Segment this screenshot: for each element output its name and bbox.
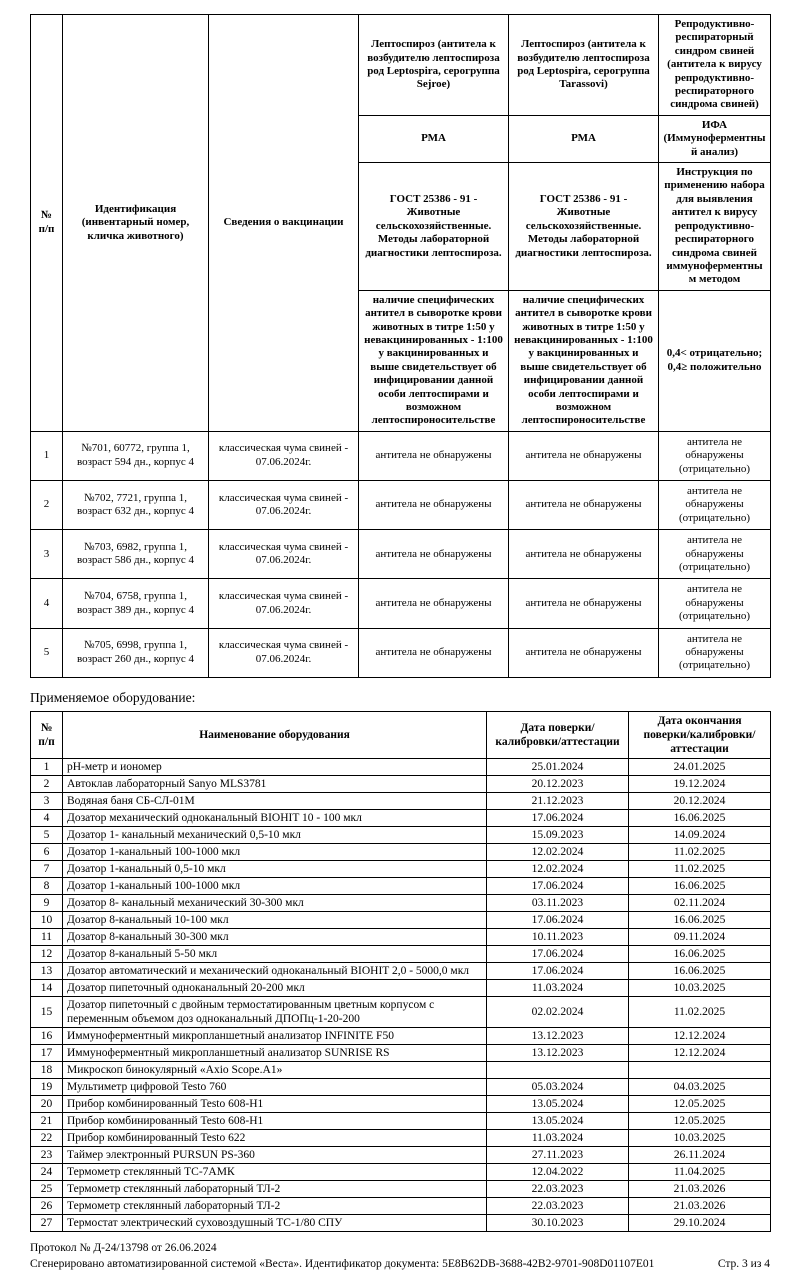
equipment-row xyxy=(31,1045,771,1062)
equipment-name: Прибор комбинированный Testo 608-H1 xyxy=(63,1096,487,1113)
equipment-row xyxy=(31,861,771,878)
test-interpretation-leptospirosis-sejroe: наличие специфических антител в сыворотке крови животных в титре 1:50 у невакцинированных - 1:100 у вакцинированных и выше свидетельствует об инфицировании данной особи лептоспирами и возможном лептоспироносительстве xyxy=(359,290,509,431)
calibration-date: 22.03.2023 xyxy=(487,1198,629,1215)
equipment-row xyxy=(31,963,771,980)
animal-identification: №704, 6758, группа 1, возраст 389 дн., корпус 4 xyxy=(63,579,209,628)
animal-identification: №705, 6998, группа 1, возраст 260 дн., корпус 4 xyxy=(63,628,209,677)
calibration-expiry-date: 26.11.2024 xyxy=(629,1147,771,1164)
equipment-name: Иммуноферментный микропланшетный анализатор INFINITE F50 xyxy=(63,1028,487,1045)
test-interpretation-leptospirosis-tarassovi: наличие специфических антител в сыворотке крови животных в титре 1:50 у невакцинированных - 1:100 у вакцинированных и выше свидетельствует об инфицировании данной особи лептоспирами и возможном лептоспироносительстве xyxy=(509,290,659,431)
page-number: Стр. 3 из 4 xyxy=(717,1258,770,1271)
calibration-expiry-date: 16.06.2025 xyxy=(629,878,771,895)
equip-col-header-name: Наименование оборудования xyxy=(63,711,487,758)
row-number: 20 xyxy=(31,1096,63,1113)
row-number: 15 xyxy=(31,997,63,1028)
row-number: 12 xyxy=(31,946,63,963)
row-number: 23 xyxy=(31,1147,63,1164)
equipment-row xyxy=(31,912,771,929)
row-number: 25 xyxy=(31,1181,63,1198)
calibration-expiry-date: 21.03.2026 xyxy=(629,1181,771,1198)
equip-col-header-expiry-date: Дата окончания поверки/калибровки/аттестации xyxy=(629,711,771,758)
calibration-expiry-date: 24.01.2025 xyxy=(629,758,771,775)
row-number: 6 xyxy=(31,844,63,861)
calibration-date: 17.06.2024 xyxy=(487,809,629,826)
calibration-expiry-date: 02.11.2024 xyxy=(629,895,771,912)
equipment-row xyxy=(31,1096,771,1113)
test-normdoc-leptospirosis-sejroe: ГОСТ 25386 - 91 - Животные сельскохозяйственные. Методы лабораторной диагностики лептоспироза. xyxy=(359,163,509,291)
result-leptospirosis-sejroe: антитела не обнаружены xyxy=(359,530,509,579)
calibration-expiry-date: 16.06.2025 xyxy=(629,809,771,826)
calibration-expiry-date xyxy=(629,1062,771,1079)
protocol-number: Протокол № Д-24/13798 от 26.06.2024 xyxy=(30,1242,217,1255)
calibration-date: 22.03.2023 xyxy=(487,1181,629,1198)
row-number: 18 xyxy=(31,1062,63,1079)
calibration-date: 15.09.2023 xyxy=(487,826,629,843)
equipment-row xyxy=(31,1113,771,1130)
row-number: 4 xyxy=(31,579,63,628)
calibration-date: 25.01.2024 xyxy=(487,758,629,775)
calibration-expiry-date: 16.06.2025 xyxy=(629,963,771,980)
calibration-date: 17.06.2024 xyxy=(487,912,629,929)
calibration-date: 13.12.2023 xyxy=(487,1028,629,1045)
row-number: 4 xyxy=(31,809,63,826)
equipment-row xyxy=(31,1215,771,1232)
test-name-leptospirosis-tarassovi: Лептоспироз (антитела к возбудителю лептоспироза род Leptospira, серогруппа Tarassovi) xyxy=(509,15,659,116)
calibration-expiry-date: 11.02.2025 xyxy=(629,997,771,1028)
test-normdoc-prrs: Инструкция по применению набора для выявления антител к вирусу репродуктивно-респираторного синдрома свиней иммуноферментным методом xyxy=(659,163,771,291)
calibration-expiry-date: 04.03.2025 xyxy=(629,1079,771,1096)
result-leptospirosis-sejroe: антитела не обнаружены xyxy=(359,481,509,530)
equipment-row xyxy=(31,878,771,895)
calibration-expiry-date: 12.12.2024 xyxy=(629,1045,771,1062)
equipment-row xyxy=(31,1079,771,1096)
test-name-leptospirosis-sejroe: Лептоспироз (антитела к возбудителю лептоспироза род Leptospira, серогруппа Sejroe) xyxy=(359,15,509,116)
equipment-row xyxy=(31,929,771,946)
calibration-date: 13.12.2023 xyxy=(487,1045,629,1062)
equipment-name: Иммуноферментный микропланшетный анализатор SUNRISE RS xyxy=(63,1045,487,1062)
row-number: 8 xyxy=(31,878,63,895)
equipment-row xyxy=(31,1062,771,1079)
calibration-date: 11.03.2024 xyxy=(487,1130,629,1147)
row-number: 17 xyxy=(31,1045,63,1062)
row-number: 1 xyxy=(31,758,63,775)
equipment-row xyxy=(31,1198,771,1215)
test-method-leptospirosis-tarassovi: РМА xyxy=(509,115,659,162)
calibration-date: 17.06.2024 xyxy=(487,946,629,963)
row-number: 1 xyxy=(31,431,63,480)
row-number: 24 xyxy=(31,1164,63,1181)
calibration-expiry-date: 12.05.2025 xyxy=(629,1096,771,1113)
equipment-table-header xyxy=(31,711,771,758)
equipment-name: Термостат электрический суховоздушный ТС-1/80 СПУ xyxy=(63,1215,487,1232)
calibration-expiry-date: 21.03.2026 xyxy=(629,1198,771,1215)
row-number: 19 xyxy=(31,1079,63,1096)
equipment-name: Дозатор 8-канальный 5-50 мкл xyxy=(63,946,487,963)
calibration-date: 12.04.2022 xyxy=(487,1164,629,1181)
row-number: 2 xyxy=(31,481,63,530)
calibration-expiry-date: 14.09.2024 xyxy=(629,826,771,843)
col-header-num: № п/п xyxy=(31,15,63,432)
calibration-expiry-date: 09.11.2024 xyxy=(629,929,771,946)
equipment-name: Дозатор пипеточный с двойным термостатированным цветным корпусом с переменным объемом доз одноканальный ДПОПц-1-20-200 xyxy=(63,997,487,1028)
row-number: 5 xyxy=(31,628,63,677)
calibration-expiry-date: 11.02.2025 xyxy=(629,861,771,878)
equipment-name: Прибор комбинированный Testo 608-H1 xyxy=(63,1113,487,1130)
calibration-expiry-date: 19.12.2024 xyxy=(629,775,771,792)
results-row xyxy=(31,628,771,677)
calibration-date: 13.05.2024 xyxy=(487,1096,629,1113)
result-prrs: антитела не обнаружены (отрицательно) xyxy=(659,628,771,677)
animal-identification: №701, 60772, группа 1, возраст 594 дн., корпус 4 xyxy=(63,431,209,480)
results-row xyxy=(31,431,771,480)
equipment-name: Дозатор автоматический и механический одноканальный BIOHIT 2,0 - 5000,0 мкл xyxy=(63,963,487,980)
equipment-name: pH-метр и иономер xyxy=(63,758,487,775)
col-header-identification: Идентификация (инвентарный номер, кличка животного) xyxy=(63,15,209,432)
vaccination-info: классическая чума свиней - 07.06.2024г. xyxy=(209,431,359,480)
equipment-row xyxy=(31,980,771,997)
equipment-name: Дозатор 1-канальный 0,5-10 мкл xyxy=(63,861,487,878)
row-number: 3 xyxy=(31,792,63,809)
test-method-prrs: ИФА (Иммуноферментный анализ) xyxy=(659,115,771,162)
equipment-name: Дозатор 1-канальный 100-1000 мкл xyxy=(63,878,487,895)
equipment-name: Термометр стеклянный лабораторный ТЛ-2 xyxy=(63,1181,487,1198)
results-table-body xyxy=(31,431,771,677)
row-number: 21 xyxy=(31,1113,63,1130)
calibration-date: 11.03.2024 xyxy=(487,980,629,997)
equipment-name: Мультиметр цифровой Testo 760 xyxy=(63,1079,487,1096)
equipment-name: Прибор комбинированный Testo 622 xyxy=(63,1130,487,1147)
equipment-table-body xyxy=(31,758,771,1231)
result-prrs: антитела не обнаружены (отрицательно) xyxy=(659,431,771,480)
results-row xyxy=(31,530,771,579)
result-prrs: антитела не обнаружены (отрицательно) xyxy=(659,530,771,579)
row-number: 7 xyxy=(31,861,63,878)
equipment-row xyxy=(31,758,771,775)
test-method-leptospirosis-sejroe: РМА xyxy=(359,115,509,162)
row-number: 16 xyxy=(31,1028,63,1045)
row-number: 22 xyxy=(31,1130,63,1147)
equipment-name: Дозатор 8- канальный механический 30-300 мкл xyxy=(63,895,487,912)
result-leptospirosis-tarassovi: антитела не обнаружены xyxy=(509,431,659,480)
equipment-row xyxy=(31,844,771,861)
vaccination-info: классическая чума свиней - 07.06.2024г. xyxy=(209,530,359,579)
result-leptospirosis-sejroe: антитела не обнаружены xyxy=(359,431,509,480)
results-table xyxy=(30,14,771,678)
equip-col-header-calibration-date: Дата поверки/калибровки/аттестации xyxy=(487,711,629,758)
calibration-expiry-date: 20.12.2024 xyxy=(629,792,771,809)
equipment-section-title: Применяемое оборудование: xyxy=(30,689,196,705)
calibration-expiry-date: 12.12.2024 xyxy=(629,1028,771,1045)
calibration-expiry-date: 16.06.2025 xyxy=(629,912,771,929)
results-row xyxy=(31,481,771,530)
calibration-date: 05.03.2024 xyxy=(487,1079,629,1096)
equip-col-header-num: № п/п xyxy=(31,711,63,758)
results-table-header xyxy=(31,15,771,432)
equipment-row xyxy=(31,826,771,843)
equipment-row xyxy=(31,1028,771,1045)
result-leptospirosis-tarassovi: антитела не обнаружены xyxy=(509,628,659,677)
equipment-row xyxy=(31,946,771,963)
calibration-date: 13.05.2024 xyxy=(487,1113,629,1130)
row-number: 10 xyxy=(31,912,63,929)
row-number: 3 xyxy=(31,530,63,579)
result-prrs: антитела не обнаружены (отрицательно) xyxy=(659,481,771,530)
test-name-prrs: Репродуктивно-респираторный синдром свиней (антитела к вирусу репродуктивно-респираторного синдрома свиней) xyxy=(659,15,771,116)
row-number: 13 xyxy=(31,963,63,980)
calibration-date: 03.11.2023 xyxy=(487,895,629,912)
equipment-row xyxy=(31,775,771,792)
animal-identification: №702, 7721, группа 1, возраст 632 дн., корпус 4 xyxy=(63,481,209,530)
equipment-name: Дозатор 8-канальный 10-100 мкл xyxy=(63,912,487,929)
equipment-row xyxy=(31,1164,771,1181)
equipment-row xyxy=(31,809,771,826)
equipment-row xyxy=(31,997,771,1028)
calibration-expiry-date: 10.03.2025 xyxy=(629,1130,771,1147)
calibration-expiry-date: 10.03.2025 xyxy=(629,980,771,997)
page-footer xyxy=(30,1242,770,1270)
equipment-name: Таймер электронный PURSUN PS-360 xyxy=(63,1147,487,1164)
vaccination-info: классическая чума свиней - 07.06.2024г. xyxy=(209,481,359,530)
equipment-table xyxy=(30,711,771,1232)
equipment-name: Дозатор пипеточный одноканальный 20-200 мкл xyxy=(63,980,487,997)
col-header-vaccination: Сведения о вакцинации xyxy=(209,15,359,432)
equipment-name: Термометр стеклянный ТС-7АМК xyxy=(63,1164,487,1181)
equipment-name: Водяная баня СБ-СЛ-01М xyxy=(63,792,487,809)
animal-identification: №703, 6982, группа 1, возраст 586 дн., корпус 4 xyxy=(63,530,209,579)
equipment-name: Дозатор 1-канальный 100-1000 мкл xyxy=(63,844,487,861)
calibration-expiry-date: 29.10.2024 xyxy=(629,1215,771,1232)
calibration-date: 12.02.2024 xyxy=(487,844,629,861)
equipment-name: Дозатор 1- канальный механический 0,5-10 мкл xyxy=(63,826,487,843)
row-number: 14 xyxy=(31,980,63,997)
test-interpretation-prrs: 0,4< отрицательно; 0,4≥ положительно xyxy=(659,290,771,431)
calibration-date: 20.12.2023 xyxy=(487,775,629,792)
generated-by-note: Сгенерировано автоматизированной системой «Веста». Идентификатор документа: 5E8B62DB-3688-42B2-9701-908D01107E01 xyxy=(30,1258,655,1271)
row-number: 9 xyxy=(31,895,63,912)
equipment-name: Дозатор механический одноканальный BIOHIT 10 - 100 мкл xyxy=(63,809,487,826)
vaccination-info: классическая чума свиней - 07.06.2024г. xyxy=(209,579,359,628)
equipment-name: Дозатор 8-канальный 30-300 мкл xyxy=(63,929,487,946)
equipment-row xyxy=(31,1147,771,1164)
equipment-row xyxy=(31,1130,771,1147)
row-number: 11 xyxy=(31,929,63,946)
equipment-row xyxy=(31,792,771,809)
calibration-expiry-date: 12.05.2025 xyxy=(629,1113,771,1130)
equipment-name: Микроскоп бинокулярный «Axio Scope.A1» xyxy=(63,1062,487,1079)
equipment-name: Термометр стеклянный лабораторный ТЛ-2 xyxy=(63,1198,487,1215)
row-number: 27 xyxy=(31,1215,63,1232)
calibration-expiry-date: 11.02.2025 xyxy=(629,844,771,861)
calibration-date: 30.10.2023 xyxy=(487,1215,629,1232)
equipment-row xyxy=(31,895,771,912)
calibration-date: 27.11.2023 xyxy=(487,1147,629,1164)
row-number: 26 xyxy=(31,1198,63,1215)
calibration-date: 21.12.2023 xyxy=(487,792,629,809)
calibration-date: 12.02.2024 xyxy=(487,861,629,878)
calibration-expiry-date: 16.06.2025 xyxy=(629,946,771,963)
equipment-name: Автоклав лабораторный Sanyo MLS3781 xyxy=(63,775,487,792)
test-normdoc-leptospirosis-tarassovi: ГОСТ 25386 - 91 - Животные сельскохозяйственные. Методы лабораторной диагностики лептоспироза. xyxy=(509,163,659,291)
row-number: 2 xyxy=(31,775,63,792)
calibration-date: 10.11.2023 xyxy=(487,929,629,946)
calibration-date xyxy=(487,1062,629,1079)
result-leptospirosis-tarassovi: антитела не обнаружены xyxy=(509,530,659,579)
result-leptospirosis-sejroe: антитела не обнаружены xyxy=(359,579,509,628)
vaccination-info: классическая чума свиней - 07.06.2024г. xyxy=(209,628,359,677)
results-row xyxy=(31,579,771,628)
calibration-date: 02.02.2024 xyxy=(487,997,629,1028)
row-number: 5 xyxy=(31,826,63,843)
calibration-expiry-date: 11.04.2025 xyxy=(629,1164,771,1181)
result-leptospirosis-tarassovi: антитела не обнаружены xyxy=(509,481,659,530)
result-leptospirosis-sejroe: антитела не обнаружены xyxy=(359,628,509,677)
result-prrs: антитела не обнаружены (отрицательно) xyxy=(659,579,771,628)
equipment-row xyxy=(31,1181,771,1198)
calibration-date: 17.06.2024 xyxy=(487,878,629,895)
result-leptospirosis-tarassovi: антитела не обнаружены xyxy=(509,579,659,628)
calibration-date: 17.06.2024 xyxy=(487,963,629,980)
